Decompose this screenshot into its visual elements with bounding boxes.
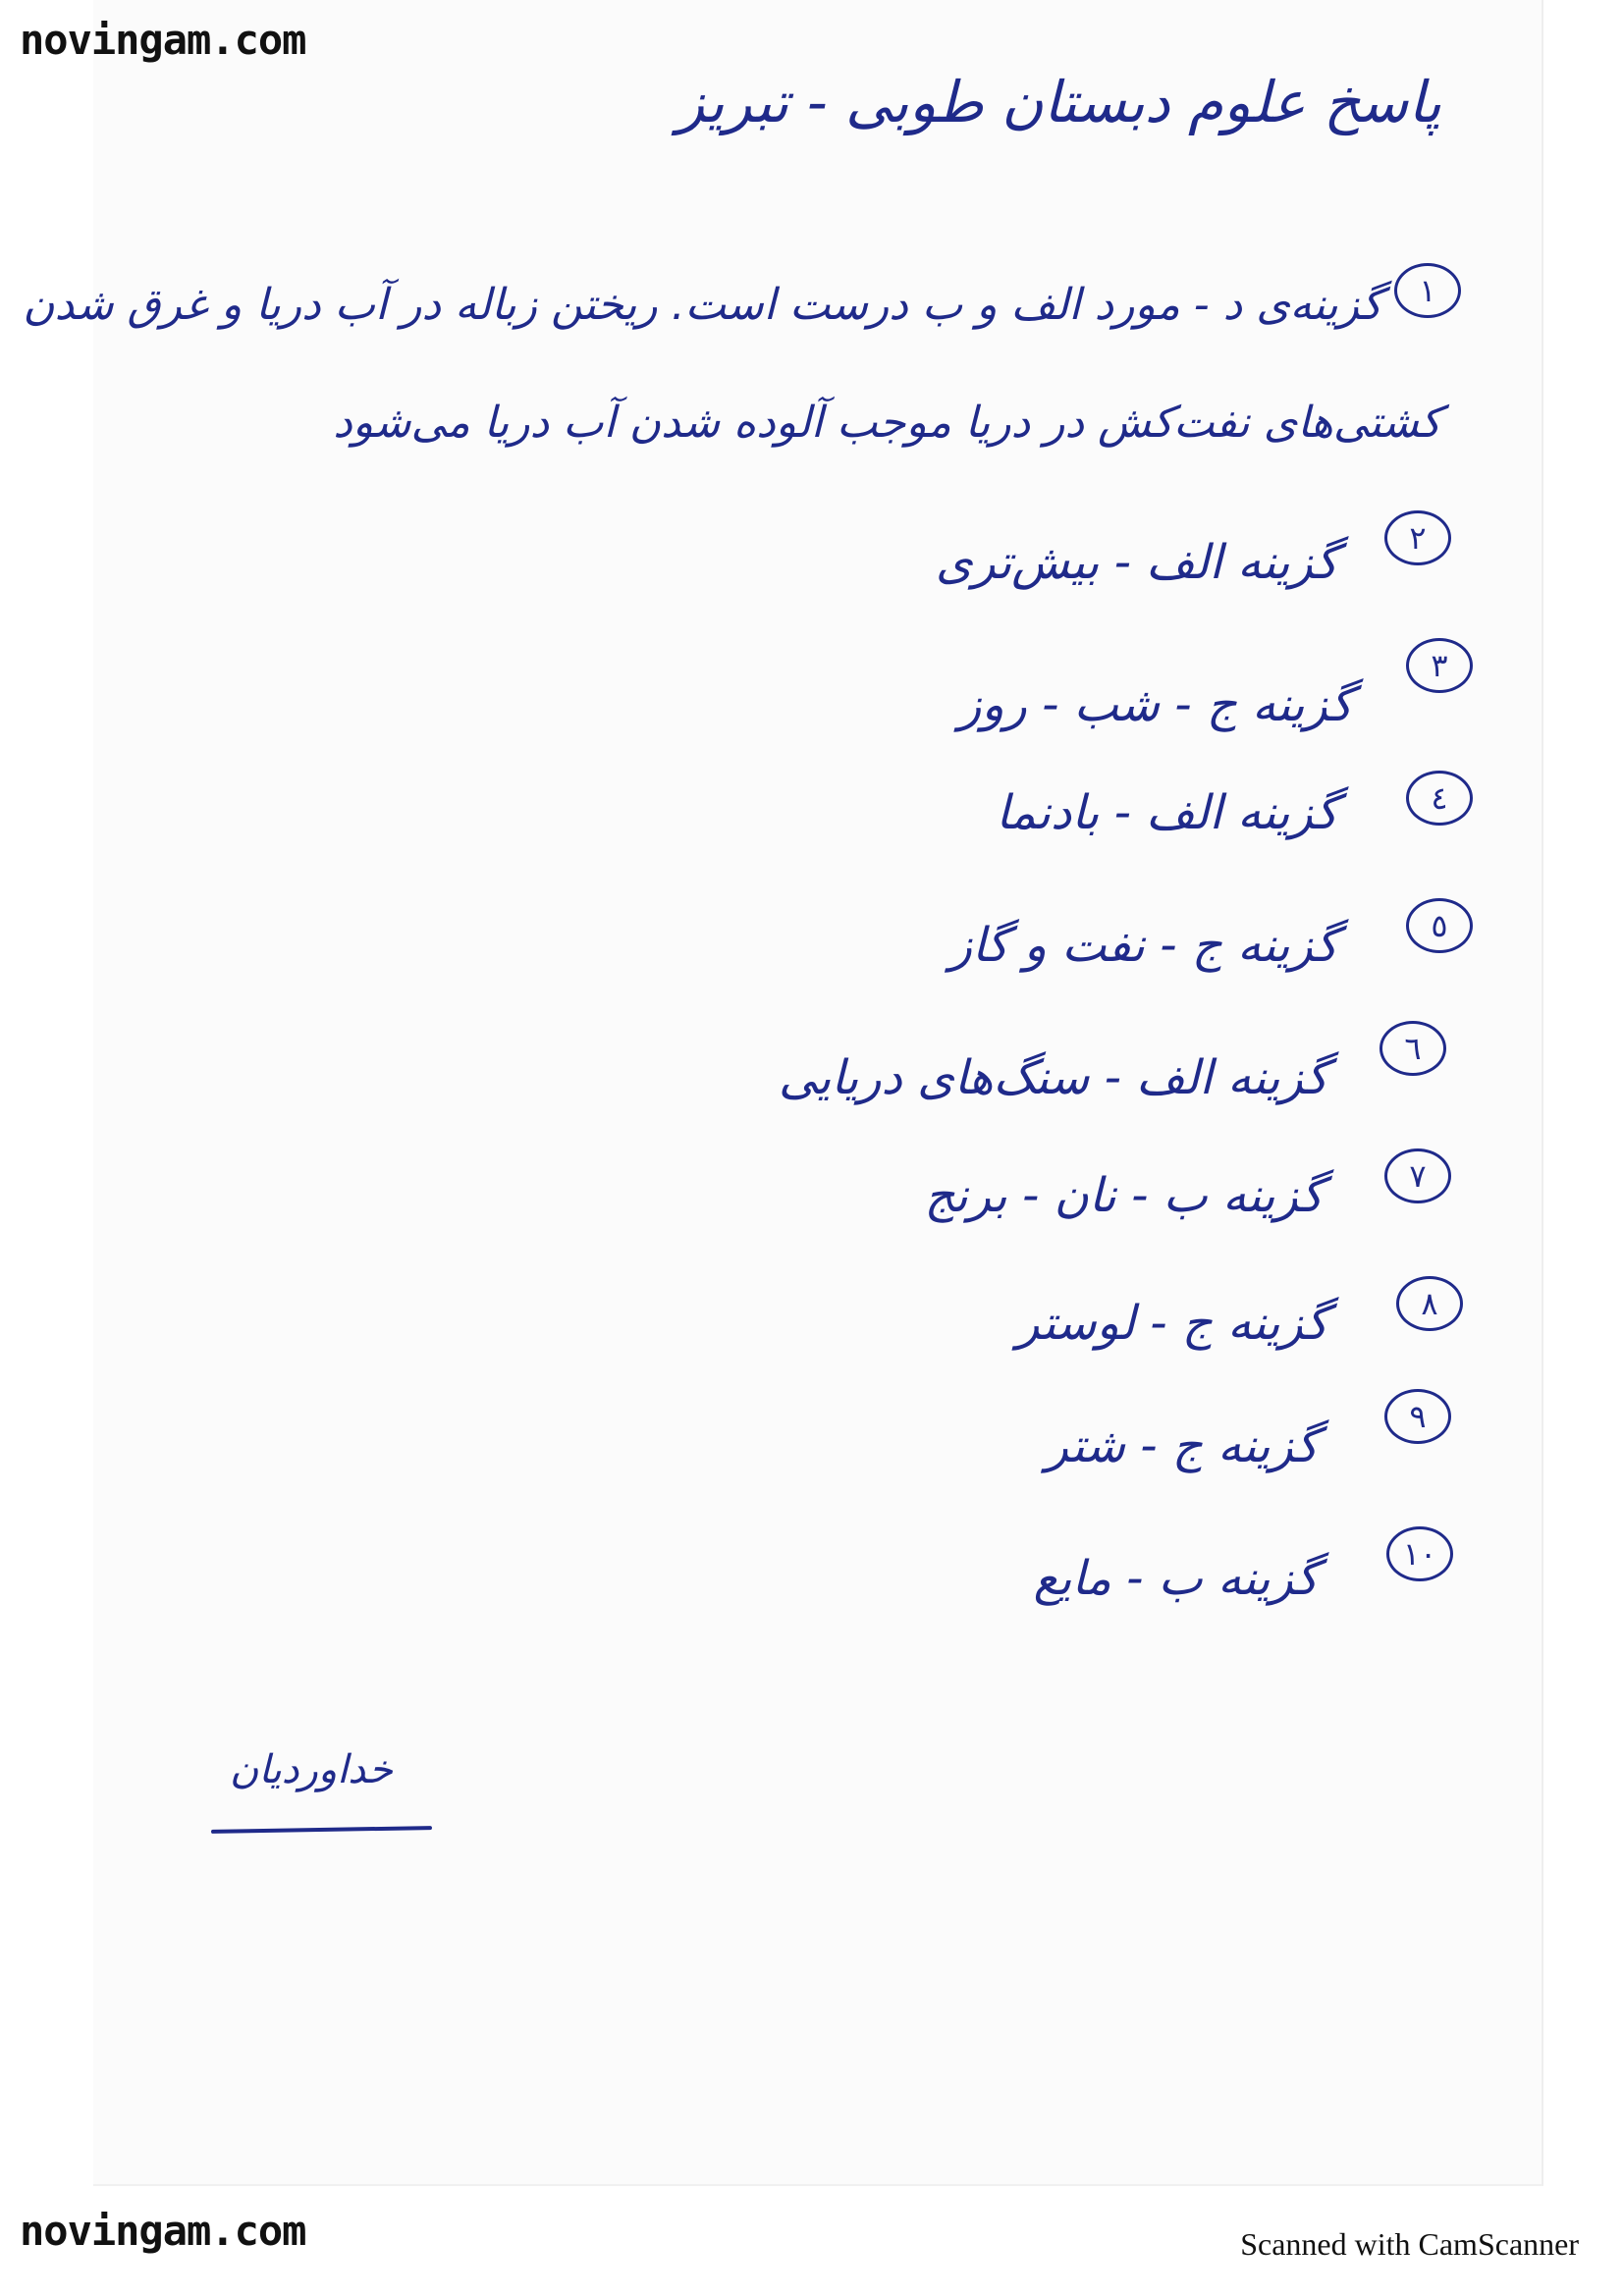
answer-number-2: ٢ (1384, 510, 1451, 565)
answer-6-text: گزینه الف - سنگ‌های دریایی (779, 1050, 1328, 1105)
answer-number-4: ٤ (1406, 771, 1473, 826)
answer-10-text: گزینه ب - مایع (1033, 1551, 1319, 1606)
answer-number-3: ٣ (1406, 638, 1473, 693)
answer-7-text: گزینه ب - نان - برنج (924, 1168, 1324, 1223)
answer-8-text: گزینه ج - لوستر (1016, 1296, 1328, 1351)
answer-number-6: ٦ (1380, 1021, 1446, 1076)
answer-1-line-1: گزینه‌ی د - مورد الف و ب درست است. ریختن زباله در آب دریا و غرق شدن (23, 280, 1382, 330)
answer-number-10: ١٠ (1386, 1526, 1453, 1581)
answer-number-8: ٨ (1396, 1276, 1463, 1331)
watermark-top: novingam.com (20, 16, 306, 64)
answer-number-9: ٩ (1384, 1389, 1451, 1444)
watermark-bottom: novingam.com (20, 2207, 306, 2255)
signature (211, 1728, 437, 1845)
page-title: پاسخ علوم دبستان طوبی - تبریز (676, 69, 1441, 135)
answer-number-5: ٥ (1406, 898, 1473, 953)
answer-3-text: گزینه ج - شب - روز (958, 677, 1353, 732)
answer-4-text: گزینه الف - بادنما (996, 785, 1338, 840)
answer-1-line-2: کشتی‌های نفت‌کش در دریا موجب آلوده شدن آب دریا می‌شود (333, 398, 1441, 448)
answer-9-text: گزینه ج - شتر (1045, 1418, 1319, 1473)
signature-text: خداوردیان (230, 1747, 393, 1792)
answer-5-text: گزینه ج - نفت و گاز (948, 918, 1338, 973)
scanner-credit: Scanned with CamScanner (1240, 2226, 1579, 2262)
signature-underline (211, 1826, 432, 1834)
answer-number-1: ١ (1394, 263, 1461, 318)
answer-number-7: ٧ (1384, 1148, 1451, 1203)
answer-2-text: گزینه الف - بیش‌تری (935, 535, 1338, 590)
